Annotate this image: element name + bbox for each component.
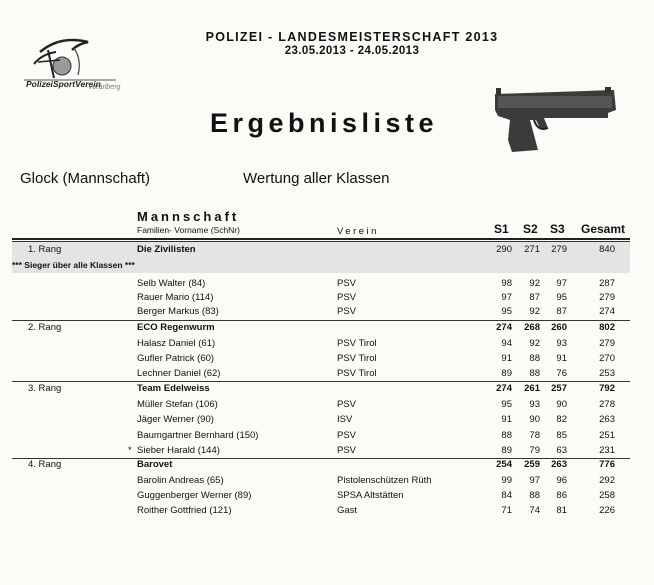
member-name: Lechner Daniel (62)	[137, 368, 221, 379]
member-s3: 95	[556, 292, 567, 303]
scoring-label: Wertung aller Klassen	[243, 170, 390, 187]
member-club: ISV	[337, 414, 353, 425]
member-total: 251	[599, 430, 615, 441]
member-s1: 98	[501, 278, 512, 289]
member-club: PSV	[337, 430, 357, 441]
member-name: Gufler Patrick (60)	[137, 353, 215, 364]
member-s3: 76	[556, 368, 567, 379]
member-s3: 90	[556, 399, 567, 410]
member-row	[0, 337, 654, 351]
member-s2: 92	[529, 278, 540, 289]
column-header-club: Verein	[337, 226, 379, 237]
member-row	[0, 277, 654, 291]
column-header-s2: S2	[523, 222, 538, 236]
member-s1: 97	[501, 292, 512, 303]
member-total: 226	[599, 505, 615, 516]
championship-dates: 23.05.2013 - 24.05.2013	[284, 45, 420, 57]
member-name: Selb Walter (84)	[137, 278, 206, 289]
rank-label: 2. Rang	[28, 322, 62, 333]
member-s3: 86	[556, 490, 567, 501]
member-s2: 79	[529, 445, 540, 456]
rank-divider	[12, 241, 630, 242]
member-row	[0, 305, 654, 319]
member-s2: 97	[529, 475, 540, 486]
member-marker: *	[128, 445, 132, 456]
member-row	[0, 398, 654, 412]
team-s2: 259	[524, 459, 540, 470]
member-total: 263	[599, 414, 615, 425]
team-s1: 274	[496, 383, 512, 394]
member-club: SPSA Altstätten	[337, 490, 404, 501]
header-divider	[12, 238, 630, 240]
championship-title: POLIZEI - LANDESMEISTERSCHAFT 2013	[205, 30, 499, 44]
member-club: PSV	[337, 306, 357, 317]
member-name: Roither Gottfried (121)	[137, 505, 232, 516]
team-s2: 268	[524, 322, 540, 333]
member-total: 274	[599, 306, 615, 317]
member-name: Rauer Mario (114)	[137, 292, 214, 303]
team-s1: 274	[496, 322, 512, 333]
member-total: 292	[599, 475, 615, 486]
member-name: Berger Markus (83)	[137, 306, 219, 317]
rank-label: 1. Rang	[28, 244, 62, 255]
member-s2: 74	[529, 505, 540, 516]
member-s1: 91	[501, 353, 512, 364]
rank-label: 4. Rang	[28, 459, 62, 470]
member-s3: 63	[556, 445, 567, 456]
member-total: 270	[599, 353, 615, 364]
team-total: 840	[599, 244, 615, 255]
member-row	[0, 291, 654, 305]
member-club: PSV Tirol	[337, 338, 377, 349]
member-total: 287	[599, 278, 615, 289]
member-row	[0, 429, 654, 443]
member-s3: 85	[556, 430, 567, 441]
member-s3: 87	[556, 306, 567, 317]
team-name: Die Zivilisten	[137, 244, 196, 255]
member-s2: 88	[529, 490, 540, 501]
team-row	[0, 382, 654, 396]
member-s1: 84	[501, 490, 512, 501]
member-name: Sieber Harald (144)	[137, 445, 220, 456]
member-row	[0, 367, 654, 381]
member-total: 258	[599, 490, 615, 501]
member-club: Gast	[337, 505, 358, 516]
member-name: Barolin Andreas (65)	[137, 475, 224, 486]
member-s1: 88	[501, 430, 512, 441]
team-s2: 271	[524, 244, 540, 255]
column-header-s1: S1	[494, 222, 509, 236]
team-s1: 290	[496, 244, 512, 255]
column-header-members: Familien- Vorname (SchNr)	[137, 225, 240, 235]
member-s1: 99	[501, 475, 512, 486]
police-sport-club-logo	[20, 30, 140, 110]
member-total: 278	[599, 399, 615, 410]
member-s1: 94	[501, 338, 512, 349]
member-club: PSV	[337, 278, 357, 289]
member-s1: 91	[501, 414, 512, 425]
member-s3: 81	[556, 505, 567, 516]
member-total: 253	[599, 368, 615, 379]
column-header-team: Mannschaft	[137, 209, 240, 224]
team-row	[0, 321, 654, 335]
team-s3: 263	[551, 459, 567, 470]
member-s2: 92	[529, 338, 540, 349]
member-name: Guggenberger Werner (89)	[137, 490, 252, 501]
team-s3: 260	[551, 322, 567, 333]
team-row	[0, 458, 654, 472]
member-row	[0, 444, 654, 458]
member-s3: 82	[556, 414, 567, 425]
column-header-s3: S3	[550, 222, 565, 236]
member-total: 231	[599, 445, 615, 456]
member-s2: 78	[529, 430, 540, 441]
member-row	[0, 413, 654, 427]
member-name: Müller Stefan (106)	[137, 399, 218, 410]
member-s1: 89	[501, 368, 512, 379]
member-s1: 95	[501, 399, 512, 410]
member-row	[0, 489, 654, 503]
member-name: Baumgartner Bernhard (150)	[137, 430, 259, 441]
rank-label: 3. Rang	[28, 383, 62, 394]
member-row	[0, 352, 654, 366]
column-header-total: Gesamt	[581, 222, 626, 236]
member-row	[0, 474, 654, 488]
team-name: Team Edelweiss	[137, 383, 210, 394]
team-total: 802	[599, 322, 615, 333]
member-s3: 91	[556, 353, 567, 364]
member-s2: 93	[529, 399, 540, 410]
team-total: 776	[599, 459, 615, 470]
member-club: PSV	[337, 445, 357, 456]
discipline-label: Glock (Mannschaft)	[20, 170, 151, 187]
team-s3: 279	[551, 244, 567, 255]
member-club: PSV Tirol	[337, 368, 377, 379]
member-s1: 95	[501, 306, 512, 317]
member-row	[0, 504, 654, 518]
team-name: Barovet	[137, 459, 173, 470]
member-club: PSV	[337, 399, 357, 410]
team-name: ECO Regenwurm	[137, 322, 215, 333]
member-name: Jäger Werner (90)	[137, 414, 214, 425]
member-s2: 88	[529, 368, 540, 379]
team-s1: 254	[496, 459, 512, 470]
member-total: 279	[599, 338, 615, 349]
winner-note-row	[0, 258, 654, 272]
logo-text: PolizeiSportVerein	[26, 79, 101, 89]
team-s3: 257	[551, 383, 567, 394]
member-club: PSV	[337, 292, 357, 303]
document-title: Ergebnisliste	[210, 108, 439, 138]
member-s3: 97	[556, 278, 567, 289]
logo-signature: Vorarlberg	[88, 84, 121, 91]
winner-note: *** Sieger über alle Klassen ***	[12, 260, 135, 270]
member-s1: 89	[501, 445, 512, 456]
member-club: Pistolenschützen Rüth	[337, 475, 432, 486]
member-name: Halasz Daniel (61)	[137, 338, 216, 349]
member-s1: 71	[501, 505, 512, 516]
member-s3: 96	[556, 475, 567, 486]
member-s2: 90	[529, 414, 540, 425]
member-club: PSV Tirol	[337, 353, 377, 364]
member-s2: 88	[529, 353, 540, 364]
member-total: 279	[599, 292, 615, 303]
team-row	[0, 243, 654, 257]
team-s2: 261	[524, 383, 540, 394]
member-s3: 93	[556, 338, 567, 349]
pistol-icon	[490, 80, 620, 160]
member-s2: 92	[529, 306, 540, 317]
member-s2: 87	[529, 292, 540, 303]
team-total: 792	[599, 383, 615, 394]
